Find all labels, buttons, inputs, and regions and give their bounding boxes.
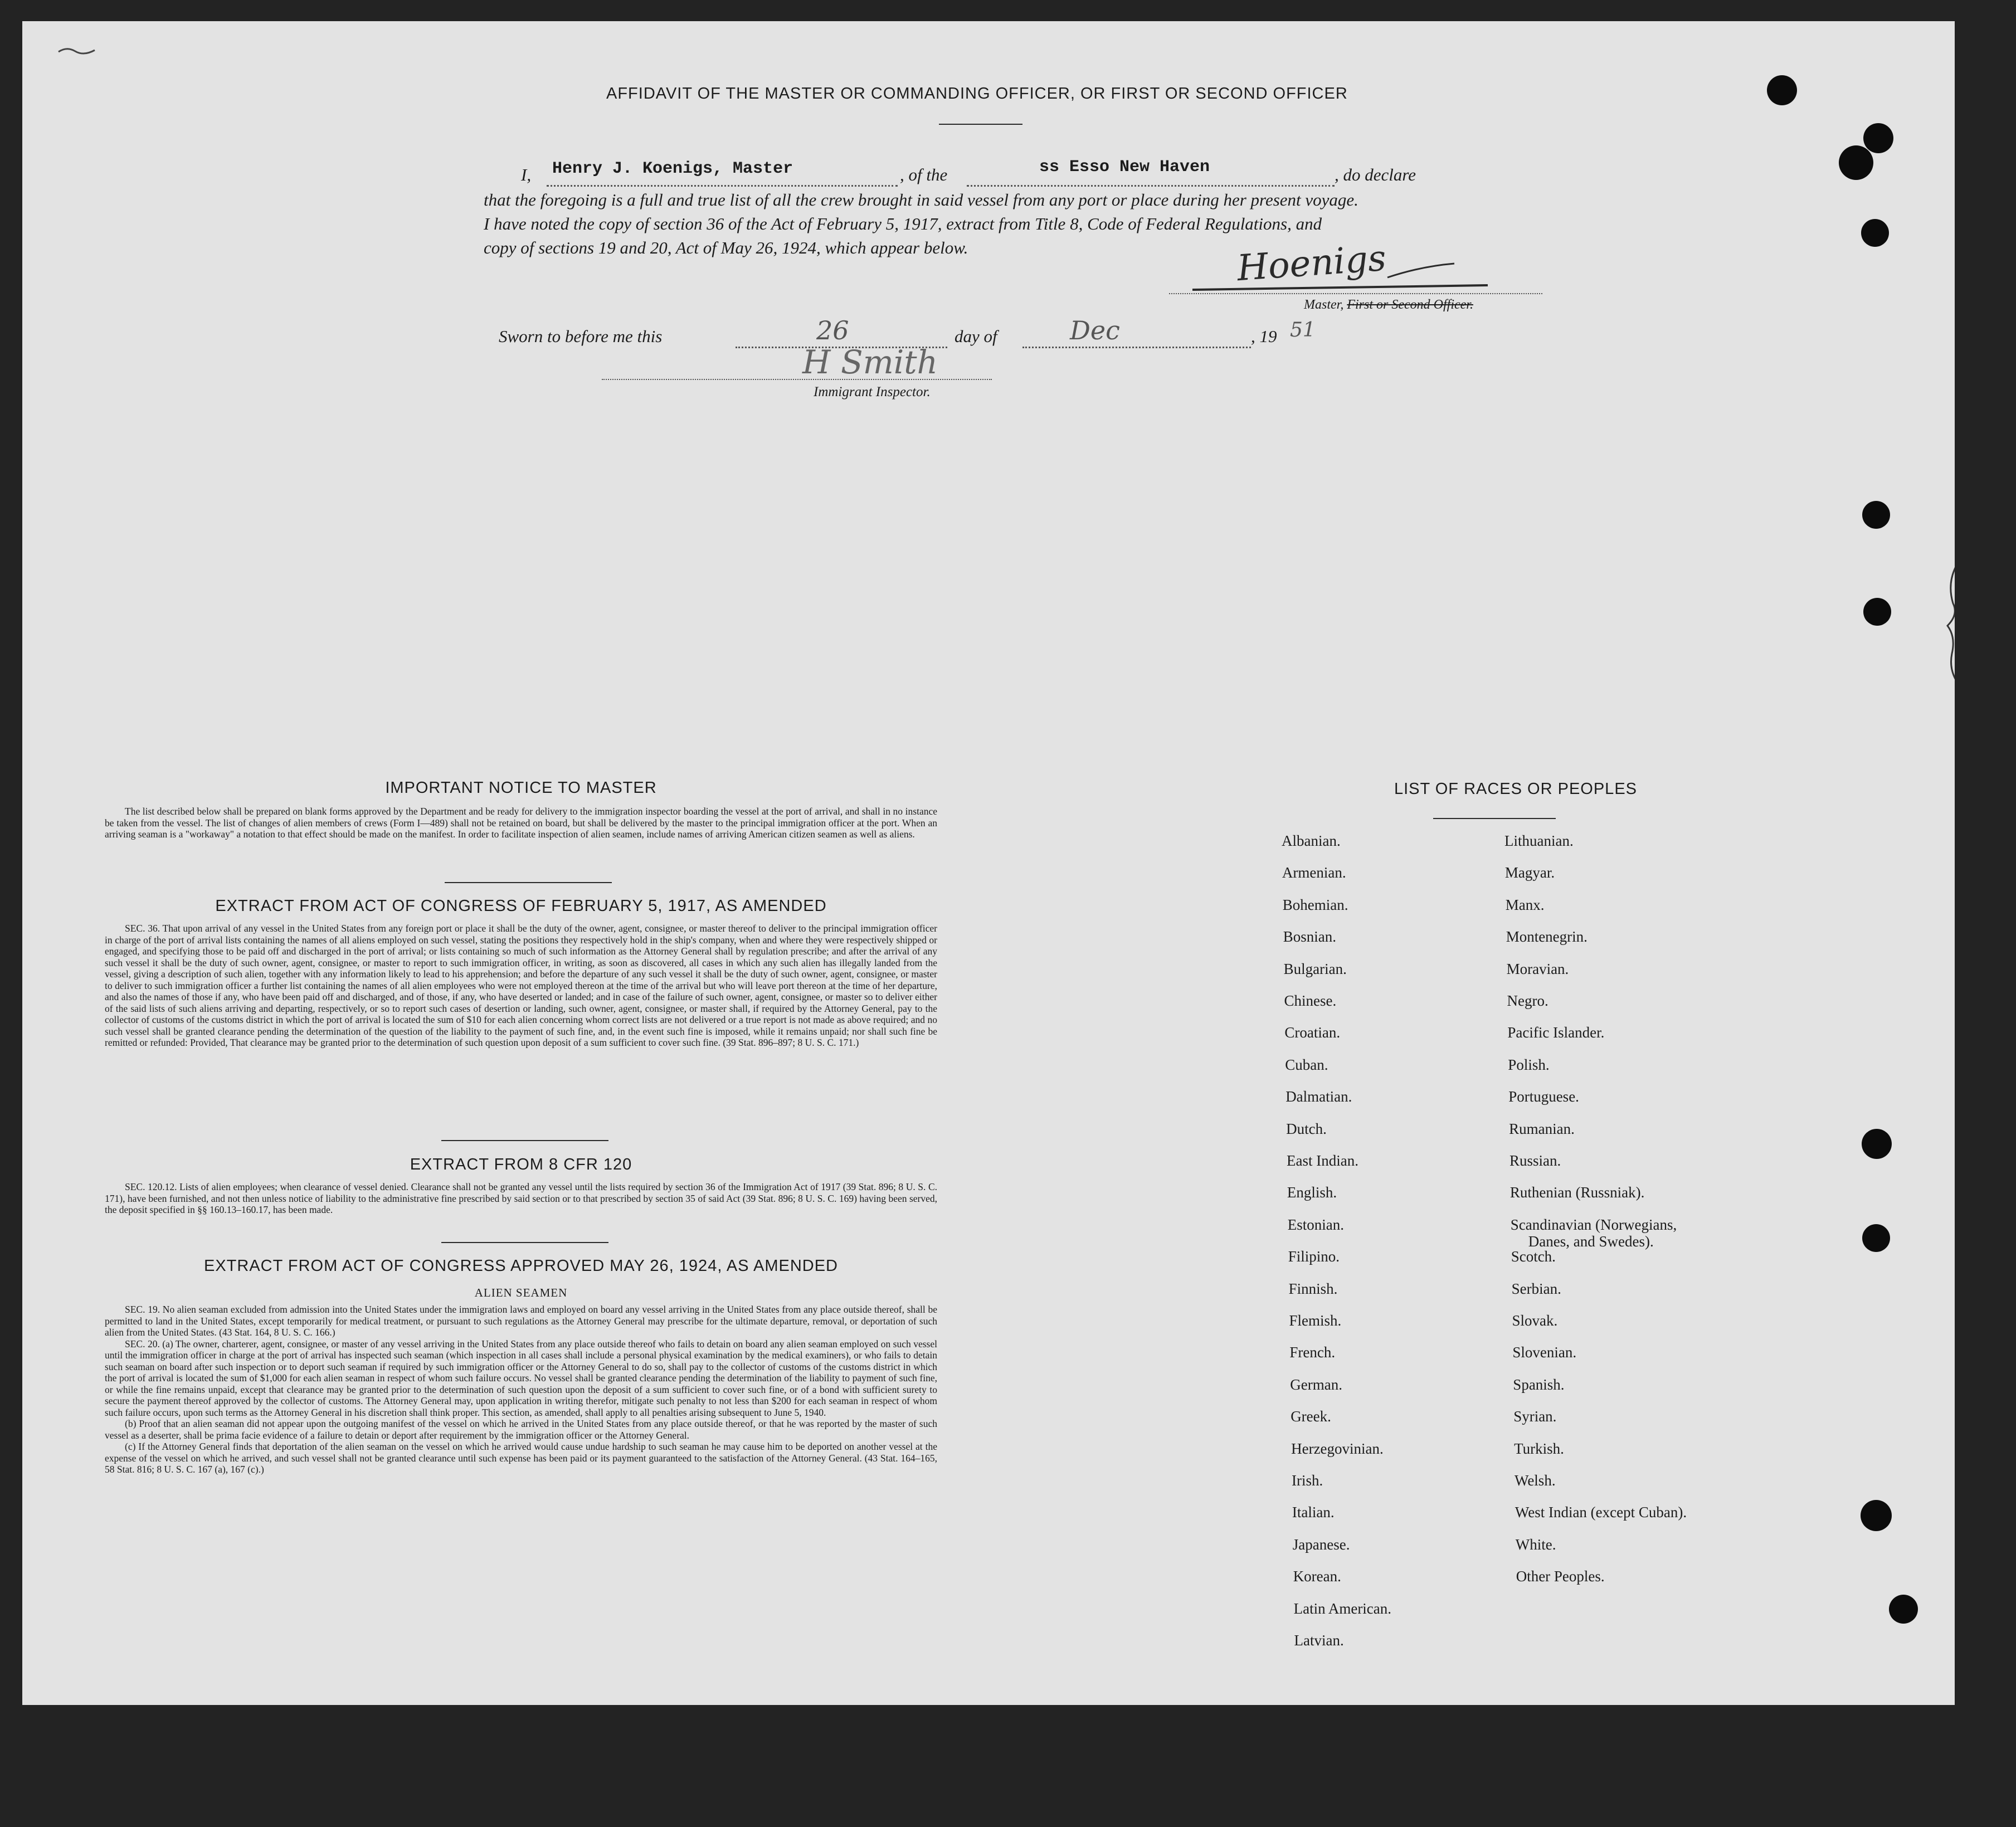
race-item: Flemish. bbox=[1289, 1312, 1342, 1329]
sec20b-text: (b) Proof that an alien seaman did not appear upon the outgoing manifest of the vessel on which he arrived in the United States from any place outside thereof, or that he was reported by the master of such vessel as a deserter, shall be prima facie evidence of a failure to detain or deport after requirement by the immigration officer or the Attorney General. bbox=[105, 1418, 937, 1441]
race-item: Scotch. bbox=[1511, 1248, 1556, 1265]
extract-cfr-block bbox=[105, 1181, 937, 1216]
race-item: Armenian. bbox=[1282, 864, 1346, 881]
race-item: Chinese. bbox=[1284, 992, 1337, 1009]
title-rule bbox=[939, 124, 1022, 125]
race-item: Pacific Islander. bbox=[1507, 1024, 1605, 1041]
affidavit-line4: copy of sections 19 and 20, Act of May 26, 1924, which appear below. bbox=[484, 238, 968, 257]
inspector-signature-line bbox=[602, 379, 992, 380]
vessel-name: ss Esso New Haven bbox=[1039, 158, 1210, 177]
race-item: Finnish. bbox=[1288, 1280, 1338, 1297]
race-item: Turkish. bbox=[1514, 1440, 1564, 1457]
punch-hole bbox=[1862, 1129, 1892, 1159]
race-item: Albanian. bbox=[1282, 832, 1341, 849]
race-item: Magyar. bbox=[1504, 864, 1555, 881]
sworn-day: 26 bbox=[816, 315, 849, 345]
notice-title: IMPORTANT NOTICE TO MASTER bbox=[385, 779, 657, 797]
race-item: Rumanian. bbox=[1509, 1120, 1575, 1137]
extract-1924-title: EXTRACT FROM ACT OF CONGRESS APPROVED MAY 26, 1924, AS AMENDED bbox=[204, 1257, 838, 1275]
race-item: East Indian. bbox=[1287, 1152, 1358, 1169]
year-prefix: , 19 bbox=[1251, 327, 1277, 346]
extract-1917-block bbox=[105, 923, 937, 1049]
punch-hole bbox=[1863, 598, 1891, 626]
race-item: Latvian. bbox=[1294, 1632, 1344, 1649]
extract-cfr-rule bbox=[441, 1242, 608, 1243]
punch-hole bbox=[1767, 75, 1797, 105]
extract-cfr-text: SEC. 120.12. Lists of alien employees; when clearance of vessel denied. Clearance shall not be granted any vessel until the lists required by section 36 of the Immigration Act of 1917 (39 Stat. 896; 8 U. S. C. 171), have been furnished, and not then unless notice of liability to the administrative fine prescribed by said section or to that prescribed by section 35 of said Act (39 Stat. 896; 8 U. S. C. 169) having been served, the deposit specified in §§ 160.13–160.17, has been made. bbox=[105, 1181, 937, 1215]
punch-hole bbox=[1889, 1595, 1918, 1624]
sworn-month: Dec bbox=[1070, 315, 1120, 345]
race-item: Polish. bbox=[1508, 1056, 1550, 1073]
of-the-label: , of the bbox=[900, 165, 948, 184]
punch-hole bbox=[1861, 1500, 1892, 1531]
race-item: Danes, and Swedes). bbox=[1528, 1232, 1654, 1250]
master-name: Henry J. Koenigs, Master bbox=[552, 159, 793, 178]
race-item: Croatian. bbox=[1284, 1024, 1341, 1041]
races-title: LIST OF RACES OR PEOPLES bbox=[1394, 780, 1638, 798]
year-suffix: 51 bbox=[1290, 319, 1316, 342]
master-signature: Hoenigs bbox=[1235, 237, 1387, 290]
race-item: Slovenian. bbox=[1512, 1344, 1577, 1361]
race-item: Ruthenian (Russniak). bbox=[1509, 1184, 1645, 1201]
race-item: Herzegovinian. bbox=[1291, 1440, 1384, 1457]
race-item: Spanish. bbox=[1513, 1376, 1565, 1393]
race-item: Irish. bbox=[1292, 1472, 1323, 1489]
race-item: Serbian. bbox=[1511, 1280, 1561, 1297]
signer-title bbox=[1304, 298, 1473, 313]
race-item: Italian. bbox=[1292, 1504, 1335, 1521]
extract-1924-subtitle: ALIEN SEAMEN bbox=[474, 1286, 568, 1299]
do-declare-label: , do declare bbox=[1335, 165, 1416, 184]
race-item: Greek. bbox=[1291, 1408, 1331, 1425]
race-item: Other Peoples. bbox=[1516, 1568, 1605, 1585]
affidavit-i: I, bbox=[521, 165, 532, 184]
race-item: Bulgarian. bbox=[1283, 960, 1347, 977]
race-item: White. bbox=[1515, 1536, 1556, 1553]
race-item: Montenegrin. bbox=[1506, 928, 1588, 946]
affidavit-line2: that the foregoing is a full and true list of all the crew brought in said vessel from any port or place during her present voyage. bbox=[484, 190, 1358, 210]
race-item: Manx. bbox=[1505, 896, 1545, 913]
vessel-name-line bbox=[967, 185, 1335, 187]
day-of-label: day of bbox=[955, 327, 997, 346]
margin-scribble bbox=[1942, 559, 1955, 687]
extract-cfr-title: EXTRACT FROM 8 CFR 120 bbox=[410, 1156, 632, 1173]
punch-hole bbox=[1861, 219, 1889, 247]
race-item: Latin American. bbox=[1293, 1600, 1392, 1617]
extract-1917-title: EXTRACT FROM ACT OF CONGRESS OF FEBRUARY 5, 1917, AS AMENDED bbox=[215, 897, 827, 915]
signer-title-master: Master, bbox=[1304, 298, 1344, 312]
race-item: Korean. bbox=[1293, 1568, 1341, 1585]
race-item: Russian. bbox=[1509, 1152, 1561, 1169]
race-item: English. bbox=[1287, 1184, 1337, 1201]
race-item: French. bbox=[1289, 1344, 1336, 1361]
sec19-text: SEC. 19. No alien seaman excluded from admission into the United States under the immigration laws and employed on board any vessel arriving in the United States from any place outside thereof, shall be permitted to land in the United States, except temporarily for medical treatment, or pursuant to such regulations as the Attorney General may prescribe for the ultimate departure, removal, or deportation of such alien from the United States. (43 Stat. 164, 8 U. S. C. 166.) bbox=[105, 1304, 937, 1338]
race-item: Portuguese. bbox=[1508, 1088, 1579, 1105]
race-item: Slovak. bbox=[1512, 1312, 1558, 1329]
race-item: Negro. bbox=[1507, 992, 1548, 1009]
master-signature-line bbox=[1169, 293, 1542, 294]
race-item: Scandinavian (Norwegians, bbox=[1510, 1216, 1677, 1233]
race-item: Lithuanian. bbox=[1504, 832, 1574, 849]
extract-1917-rule bbox=[441, 1140, 608, 1141]
affidavit-line3: I have noted the copy of section 36 of the Act of February 5, 1917, extract from Title 8, Code of Federal Regulations, and bbox=[484, 214, 1322, 233]
punch-hole bbox=[1839, 145, 1873, 180]
signer-title-struck: First or Second Officer. bbox=[1347, 298, 1473, 312]
race-item: German. bbox=[1290, 1376, 1343, 1393]
master-name-line bbox=[547, 185, 898, 187]
extract-1917-text: SEC. 36. That upon arrival of any vessel in the United States from any foreign port or place it shall be the duty of the owner, agent, consignee, or master thereof to deliver to the principal immigration officer in charge of the port of arrival lists containing the names of all aliens employed on such vessel, stating the positions they respectively hold in the ship's company, when and where they were respectively shipped or engaged, and specifying those to be paid off and discharged in the port of arrival; or lists containing so much of such information as the Attorney General shall by regulation prescribe; and after the arrival of any such vessel it shall be the duty of such owner, agent, consignee, or master to report to such immigration officer, in writing, as soon as discovered, all cases in which any such alien has illegally landed from the vessel, giving a description of such alien, together with any information likely to lead to his apprehension; and before the departure of any such vessel it shall be the duty of such owner, agent, consignee, or master to deliver to such immigration officer a further list containing the names of all alien employees who were not employed thereon at the time of the arrival but who will leave port thereon at the time of her departure, and also the names of those if any, who have been paid off and discharged, and of those, if any, who have deserted or landed; and in case of the failure of such owner, agent, consignee, or master so to deliver either of the said lists of such aliens arriving and departing, respectively, or so to report such cases of desertion or landing, such owner, agent, consignee, or master shall, if required by the Attorney General, pay to the collector of customs of the customs district in which the port of arrival is located the sum of $10 for each alien concerning whom correct lists are not delivered or a true report is not made as above required; and no such vessel shall be granted clearance pending the determination of the question of the liability to the payment of such fine, and, in the event such fine is imposed, while it remains unpaid; nor shall such fine be remitted or refunded: Provided, That clearance may be granted prior to the determination of such question upon deposit of a sum sufficient to cover such fine. (39 Stat. 896–897; 8 U. S. C. 171.) bbox=[105, 923, 937, 1048]
corner-mark bbox=[56, 43, 106, 60]
race-item: Bohemian. bbox=[1282, 896, 1348, 913]
race-item: Cuban. bbox=[1285, 1056, 1328, 1073]
sworn-label: Sworn to before me this bbox=[499, 327, 663, 346]
sec20c-text: (c) If the Attorney General finds that deportation of the alien seaman on the vessel on which he arrived would cause undue hardship to such seaman he may cause him to be deported on another vessel at the expense of the vessel on which he arrived, and such vessel shall not be granted clearance until such expense has been paid or its payment guaranteed to the satisfaction of the Attorney General. (43 Stat. 164–165, 58 Stat. 816; 8 U. S. C. 167 (a), 167 (c).) bbox=[105, 1441, 937, 1475]
punch-hole bbox=[1862, 501, 1890, 529]
races-rule bbox=[1433, 818, 1556, 819]
document-page bbox=[22, 21, 1955, 1705]
punch-hole bbox=[1863, 123, 1893, 153]
race-item: Dutch. bbox=[1286, 1120, 1327, 1137]
notice-text: The list described below shall be prepared on blank forms approved by the Department and be ready for delivery to the immigration inspector boarding the vessel at the port of arrival, and shall in no instance be taken from the vessel. The list of changes of alien members of crews (Form I—489) shall not be retained on board, but shall be delivered by the master to the principal immigration officer at the port. When an arriving seaman is a "workaway" a notation to that effect should be made on the manifest. In order to facilitate inspection of alien seamen, include names of arriving American citizen seamen as well as aliens. bbox=[105, 806, 937, 840]
extract-1924-block bbox=[105, 1304, 937, 1475]
inspector-label: Immigrant Inspector. bbox=[814, 384, 931, 399]
sworn-month-line bbox=[1022, 347, 1251, 348]
affidavit-line1 bbox=[521, 158, 1563, 193]
race-item: Welsh. bbox=[1515, 1472, 1556, 1489]
race-item: Japanese. bbox=[1292, 1536, 1350, 1553]
affidavit-title: AFFIDAVIT OF THE MASTER OR COMMANDING OFFICER, OR FIRST OR SECOND OFFICER bbox=[606, 85, 1348, 103]
race-item: Bosnian. bbox=[1283, 928, 1336, 946]
sec20a-text: SEC. 20. (a) The owner, charterer, agent, consignee, or master of any vessel arriving in the United States from any place outside thereof who fails to detain on board any alien seaman employed on such vessel until the immigration officer in charge at the port of arrival has inspected such seaman (which inspection in all cases shall include a personal physical examination by the medical examiners), or who fails to detain such seaman on board after such inspection or to deport such seaman if required by such immigration officer or the Attorney General to do so, shall pay to the collector of customs of the customs district in which the port of arrival is located the sum of $1,000 for each alien seaman in respect of whom such failure occurs. No vessel shall be granted clearance pending the determination of the liability to payment of such fine, or while the fine remains unpaid, except that clearance may be granted prior to the determination of such question upon the deposit of a sum sufficient to cover such fine, or of a bond with sufficient surety to secure the payment thereof approved by the collector of customs. The Attorney General may, upon application in writing therefor, mitigate such penalty to not less than $200 for each seaman in respect of whom such failure occurs, upon such terms as the Attorney General in his discretion shall think proper. This section, as amended, shall apply to all penalties arising subsequent to June 5, 1940. bbox=[105, 1338, 937, 1418]
notice-rule bbox=[445, 882, 612, 883]
race-item: West Indian (except Cuban). bbox=[1515, 1504, 1687, 1521]
race-item: Moravian. bbox=[1506, 960, 1569, 977]
race-item: Syrian. bbox=[1513, 1408, 1557, 1425]
inspector-signature: H Smith bbox=[802, 343, 938, 381]
notice-block bbox=[105, 806, 937, 840]
race-item: Filipino. bbox=[1288, 1248, 1340, 1265]
race-item: Estonian. bbox=[1287, 1216, 1345, 1233]
race-item: Dalmatian. bbox=[1285, 1088, 1352, 1105]
punch-hole bbox=[1862, 1224, 1890, 1252]
